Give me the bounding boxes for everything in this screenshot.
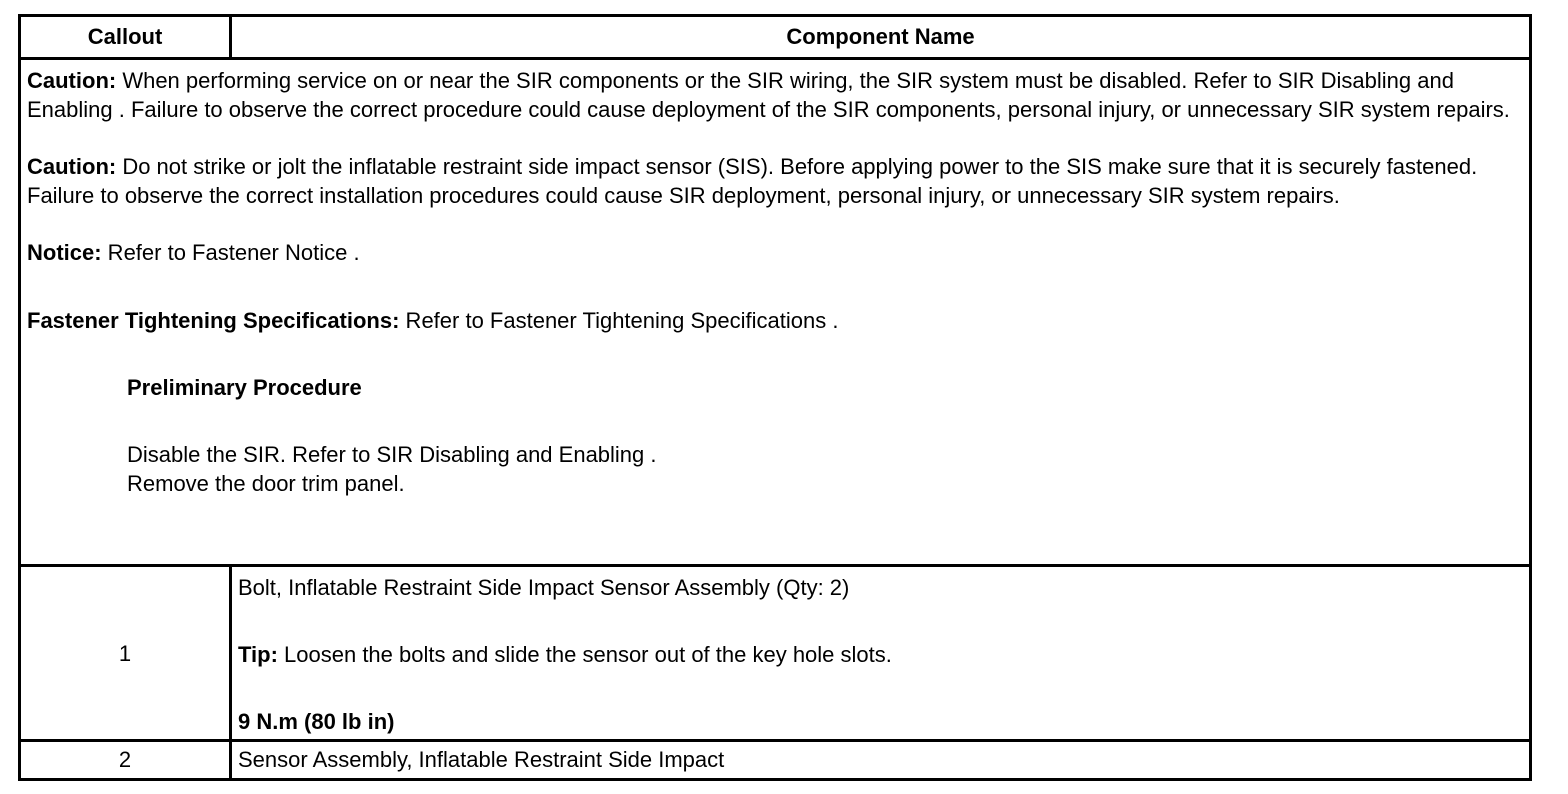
- tip-label: Tip:: [238, 642, 278, 668]
- callout-number: 2: [20, 741, 231, 780]
- tip: [238, 640, 1523, 669]
- fastener-spec-label: Fastener Tightening Specifications:: [27, 307, 400, 333]
- table-row: [20, 741, 1531, 780]
- notice: [27, 238, 1523, 267]
- procedure-step: Disable the SIR. Refer to SIR Disabling and Enabling .: [127, 441, 657, 467]
- caution-2: [27, 152, 1523, 210]
- notes-cell: [20, 58, 1531, 566]
- callout-column-header: Callout: [20, 16, 231, 59]
- callout-number: 1: [20, 566, 231, 741]
- notice-text: Refer to Fastener Notice .: [101, 239, 360, 265]
- fastener-spec-text: Refer to Fastener Tightening Specifications .: [399, 307, 839, 333]
- header-row: [20, 16, 1531, 59]
- component-description: [231, 566, 1531, 741]
- notice-label: Notice:: [27, 239, 102, 265]
- tip-text: Loosen the bolts and slide the sensor out of the key hole slots.: [277, 642, 892, 668]
- notes-row: [20, 58, 1531, 566]
- component-table: [18, 14, 1532, 781]
- component-name: Sensor Assembly, Inflatable Restraint Side Impact: [231, 741, 1531, 780]
- caution-2-text: Do not strike or jolt the inflatable restraint side impact sensor (SIS). Before applying power to the SIS make sure that it is securely fastened. Failure to observe the correct installation procedures could cause SIR deployment, personal injury, or unnecessary SIR system repairs.: [27, 153, 1478, 208]
- torque-spec: 9 N.m (80 lb in): [238, 709, 395, 735]
- table-row: [20, 566, 1531, 741]
- caution-1-text: When performing service on or near the SIR components or the SIR wiring, the SIR system must be disabled. Refer to SIR Disabling and Enabling . Failure to observe the correct procedure could cause deployment of the SIR components, personal injury, or unnecessary SIR system repairs.: [27, 67, 1510, 122]
- caution-1: [27, 66, 1523, 124]
- component-name-column-header: Component Name: [231, 16, 1531, 59]
- caution-1-label: Caution:: [27, 67, 117, 93]
- fastener-spec: [27, 306, 1523, 335]
- component-name: Bolt, Inflatable Restraint Side Impact Sensor Assembly (Qty: 2): [238, 575, 850, 601]
- procedure-step: Remove the door trim panel.: [127, 470, 405, 496]
- preliminary-procedure-heading: Preliminary Procedure: [127, 374, 362, 400]
- caution-2-label: Caution:: [27, 153, 117, 179]
